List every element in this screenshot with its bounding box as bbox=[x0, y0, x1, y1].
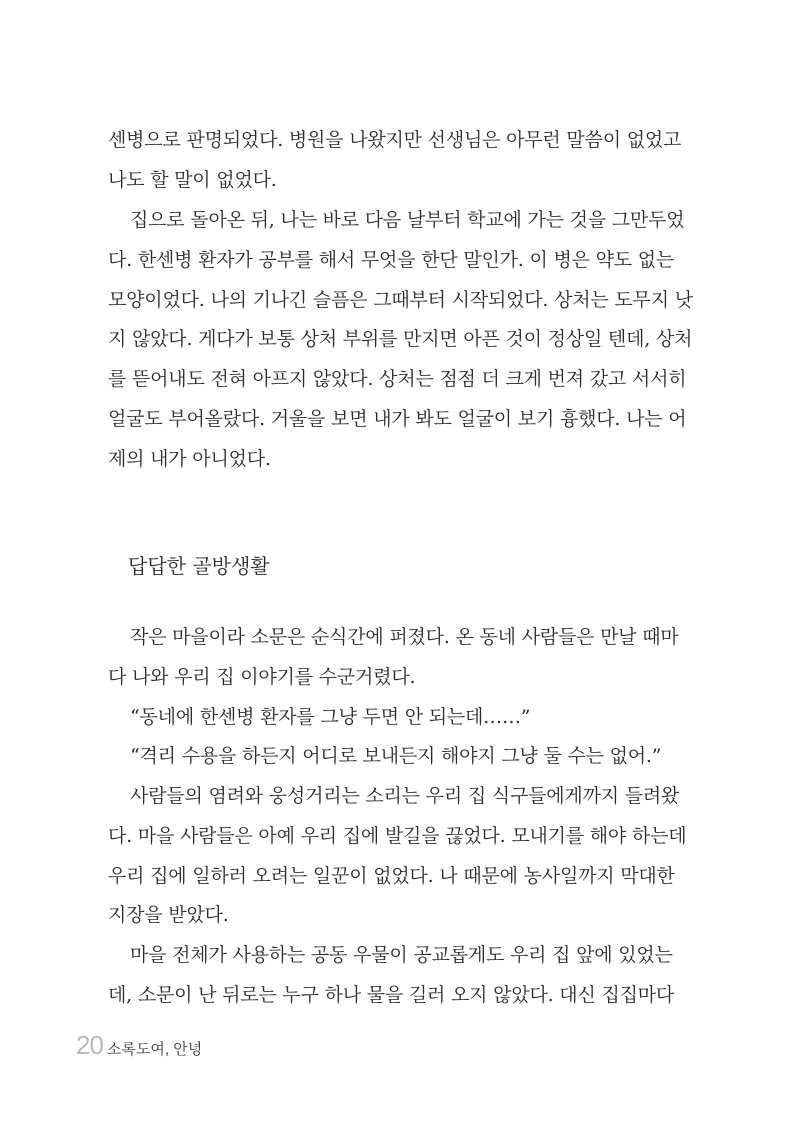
text-line: 데, 소문이 난 뒤로는 누구 하나 물을 길러 오지 않았다. 대신 집집마다 bbox=[108, 984, 675, 1006]
page-footer bbox=[76, 1030, 202, 1062]
text-line: 센병으로 판명되었다. 병원을 나왔지만 선생님은 아무런 말씀이 없었고 bbox=[108, 129, 682, 151]
text-line: 제의 내가 아니었다. bbox=[108, 448, 271, 470]
dialogue-line: “격리 수용을 하든지 어디로 보내든지 해야지 그냥 둘 수는 없어.” bbox=[130, 745, 662, 767]
text-line: 작은 마을이라 소문은 순식간에 퍼졌다. 온 동네 사람들은 만날 때마 bbox=[130, 626, 679, 648]
running-title: 소록도여, 안녕 bbox=[106, 1041, 203, 1058]
section-heading: 답답한 골방생활 bbox=[128, 554, 270, 578]
text-line: 나도 할 말이 없었다. bbox=[108, 169, 277, 191]
text-line: 지장을 받았다. bbox=[108, 904, 229, 926]
page-number: 20 bbox=[76, 1030, 103, 1060]
text-line: 모양이었다. 나의 기나긴 슬픔은 그때부터 시작되었다. 상처는 도무지 낫 bbox=[108, 289, 693, 311]
text-line: 를 뜯어내도 전혀 아프지 않았다. 상처는 점점 더 크게 번져 갔고 서서히 bbox=[108, 368, 687, 390]
dialogue-line: “동네에 한센병 환자를 그냥 두면 안 되는데……” bbox=[130, 706, 531, 728]
text-line: 얼굴도 부어올랐다. 거울을 보면 내가 봐도 얼굴이 보기 흉했다. 나는 어 bbox=[108, 408, 687, 430]
text-line: 우리 집에 일하러 오려는 일꾼이 없었다. 나 때문에 농사일까지 막대한 bbox=[108, 865, 675, 887]
text-line: 다 나와 우리 집 이야기를 수군거렸다. bbox=[108, 666, 416, 688]
text-line: 집으로 돌아온 뒤, 나는 바로 다음 날부터 학교에 가는 것을 그만두었 bbox=[130, 209, 685, 231]
text-line: 다. 한센병 환자가 공부를 해서 무엇을 한단 말인가. 이 병은 약도 없는 bbox=[108, 249, 675, 271]
text-line: 마을 전체가 사용하는 공동 우물이 공교롭게도 우리 집 앞에 있었는 bbox=[130, 944, 673, 966]
text-line: 지 않았다. 게다가 보통 상처 부위를 만지면 아픈 것이 정상일 텐데, 상처 bbox=[108, 328, 693, 350]
text-line: 사람들의 염려와 웅성거리는 소리는 우리 집 식구들에게까지 들려왔 bbox=[130, 785, 680, 807]
text-line: 다. 마을 사람들은 아예 우리 집에 발길을 끊었다. 모내기를 해야 하는데 bbox=[108, 825, 687, 847]
